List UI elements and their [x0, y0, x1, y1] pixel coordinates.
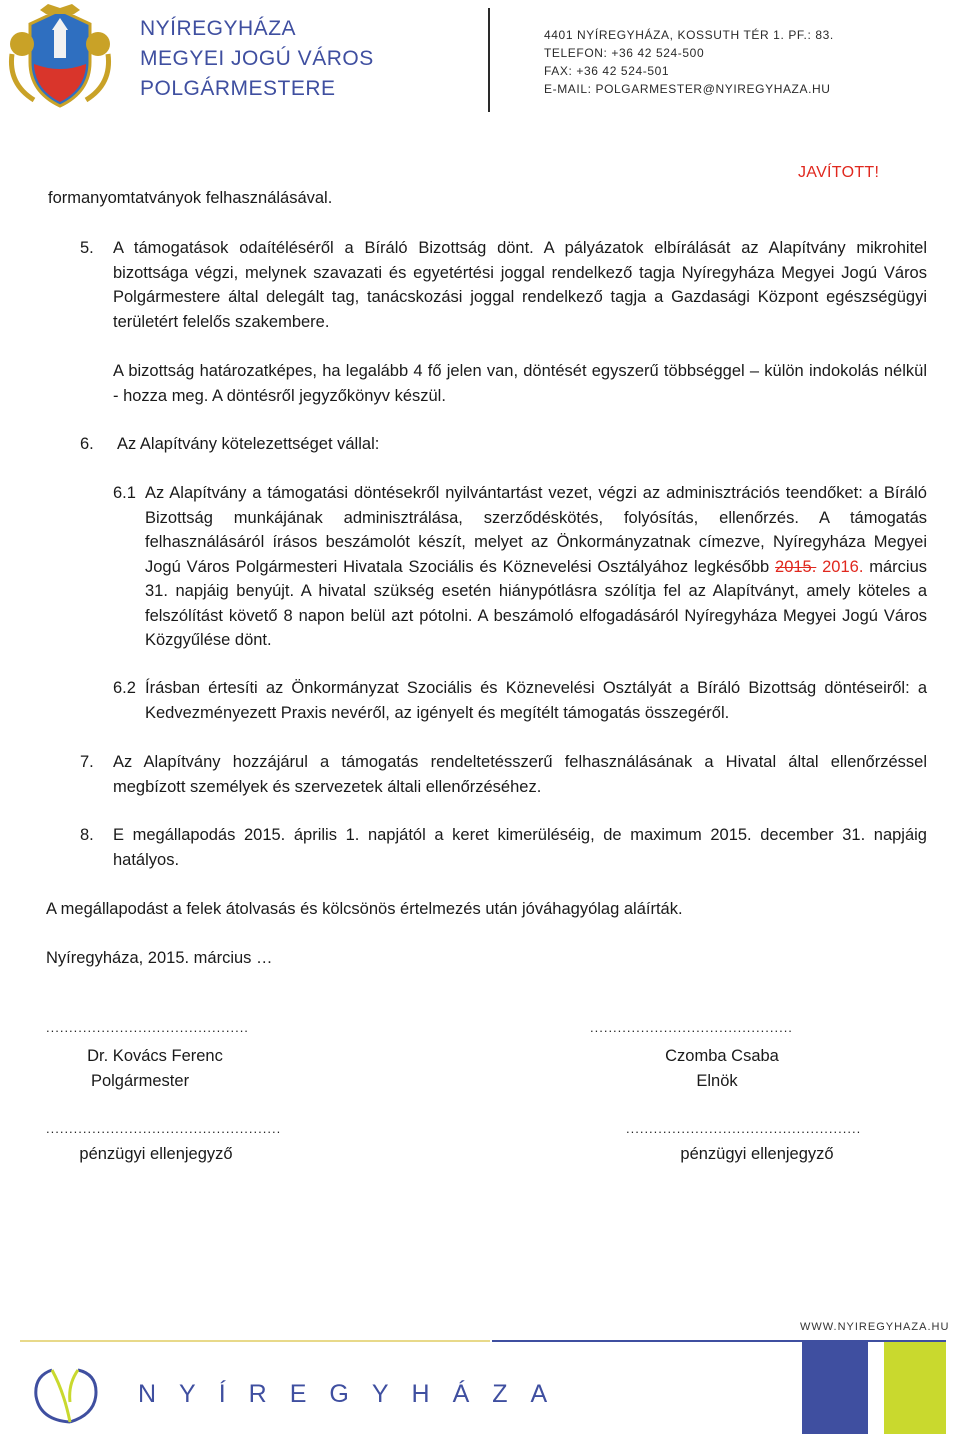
signatory-right-title: Elnök: [696, 1072, 738, 1090]
footer-lime-block: [884, 1342, 946, 1434]
org-line-2: MEGYEI JOGÚ VÁROS: [140, 47, 374, 70]
letterhead-divider: [488, 8, 490, 112]
corrected-stamp: JAVÍTOTT!: [798, 164, 880, 181]
footer-blue-rule: [492, 1340, 946, 1342]
finance-countersign-right: pénzügyi ellenjegyző: [680, 1145, 834, 1163]
section-5-number: 5.: [80, 239, 94, 257]
section-6-1-text-a: Az Alapítvány a támogatási döntésekről nyilvántartást vezet, végzi az adminisztrációs teendőket: a Bíráló Bizottság munkájának adminisztrálása, szerződéskötés, folyósítás, ellenőrzés. A támogatás felhasználásáról írásos beszámolót készít, melyet az Önkormányzatnak címezve, Nyíregyháza Megyei Jogú Város Polgármesteri Hivatala Szociális és Köznevelési Osztályához legkésőbb: [145, 484, 927, 576]
finance-countersign-left: pénzügyi ellenjegyző: [79, 1145, 233, 1163]
section-6-1-text-b: március 31. napjáig benyújt. A hivatal szükség esetén hiánypótlásra szólítja fel az Alapítványt, amely köteles a felszólítást követő 8 napon belül azt pótolni. A beszámoló elfogadásáról Nyíregyháza Megyei Jogú Város Közgyűlése dönt.: [145, 557, 927, 649]
city-coat-of-arms-icon: [4, 4, 116, 112]
signature-line-right: ............................................: [590, 1020, 793, 1035]
signature-line-left: ............................................: [46, 1020, 249, 1035]
brand-wordmark: NYÍREGYHÁZA: [138, 1380, 571, 1408]
fax: FAX: +36 42 524-501: [544, 64, 670, 78]
section-5-paragraph-2: A bizottság határozatképes, ha legalább 4 fő jelen van, döntését egyszerű többséggel – külön indokolás nélkül - hozza meg. A döntésről jegyzőkönyv készül.: [113, 362, 927, 405]
place-and-date: Nyíregyháza, 2015. március …: [46, 949, 273, 967]
org-line-1: NYÍREGYHÁZA: [140, 17, 297, 40]
section-8-number: 8.: [80, 826, 94, 844]
signatory-left-name: Dr. Kovács Ferenc: [87, 1047, 223, 1065]
section-6-2-number: 6.2: [113, 679, 136, 697]
corrected-year: 2016.: [822, 557, 864, 576]
struck-year: 2015.: [775, 557, 817, 576]
section-6-title: Az Alapítvány kötelezettséget vállal:: [117, 435, 380, 453]
section-5-paragraph-1: A támogatások odaítéléséről a Bíráló Bizottság dönt. A pályázatok elbírálását az Alapítvány mikrohitel bizottsága végzi, melynek szavazati és egyetértési joggal rendelkező tagja Nyíregyháza Megyei Jogú Város Polgármestere által delegált tag, tanácskozási joggal rendelkező tagja a Gazdasági Központ egészségügyi területért felelős szakembere.: [113, 239, 927, 331]
signatory-right-name: Czomba Csaba: [665, 1047, 779, 1065]
finance-line-right: ...................................................: [626, 1121, 862, 1136]
section-6-1-number: 6.1: [113, 484, 136, 502]
footer-yellow-rule: [20, 1340, 490, 1342]
signatory-left-title: Polgármester: [90, 1072, 190, 1090]
website-url: WWW.NYIREGYHAZA.HU: [800, 1321, 950, 1333]
section-6-1-paragraph: [145, 481, 927, 653]
address: 4401 NYÍREGYHÁZA, KOSSUTH TÉR 1. PF.: 83.: [544, 28, 834, 42]
email: E-MAIL: POLGARMESTER@NYIREGYHAZA.HU: [544, 82, 831, 96]
carryover-line: formanyomtatványok felhasználásával.: [48, 189, 333, 207]
finance-line-left: ...................................................: [46, 1121, 282, 1136]
phone: TELEFON: +36 42 524-500: [544, 46, 705, 60]
contact-block: [544, 26, 834, 98]
footer-blue-block: [802, 1342, 868, 1434]
section-7-number: 7.: [80, 753, 94, 771]
section-6-2-paragraph: Írásban értesíti az Önkormányzat Szociális és Köznevelési Osztályát a Bíráló Bizottság döntéseiről: a Kedvezményezett Praxis nevéről, az igényelt és megítélt támogatás összegéről.: [145, 679, 927, 722]
org-line-3: POLGÁRMESTERE: [140, 77, 336, 100]
nyiregyhaza-swirl-logo-icon: [30, 1362, 110, 1428]
section-7-paragraph: Az Alapítvány hozzájárul a támogatás rendeltetésszerű felhasználásának a Hivatal által ellenőrzéssel megbízott személyek és szervezetek általi ellenőrzéséhez.: [113, 753, 927, 796]
section-8-paragraph: E megállapodás 2015. április 1. napjától a keret kimerüléséig, de maximum 2015. december 31. napjáig hatályos.: [113, 826, 927, 869]
organization-name: [140, 14, 374, 104]
section-6-number: 6.: [80, 435, 94, 453]
closing-statement: A megállapodást a felek átolvasás és kölcsönös értelmezés után jóváhagyólag aláírták.: [46, 900, 683, 918]
